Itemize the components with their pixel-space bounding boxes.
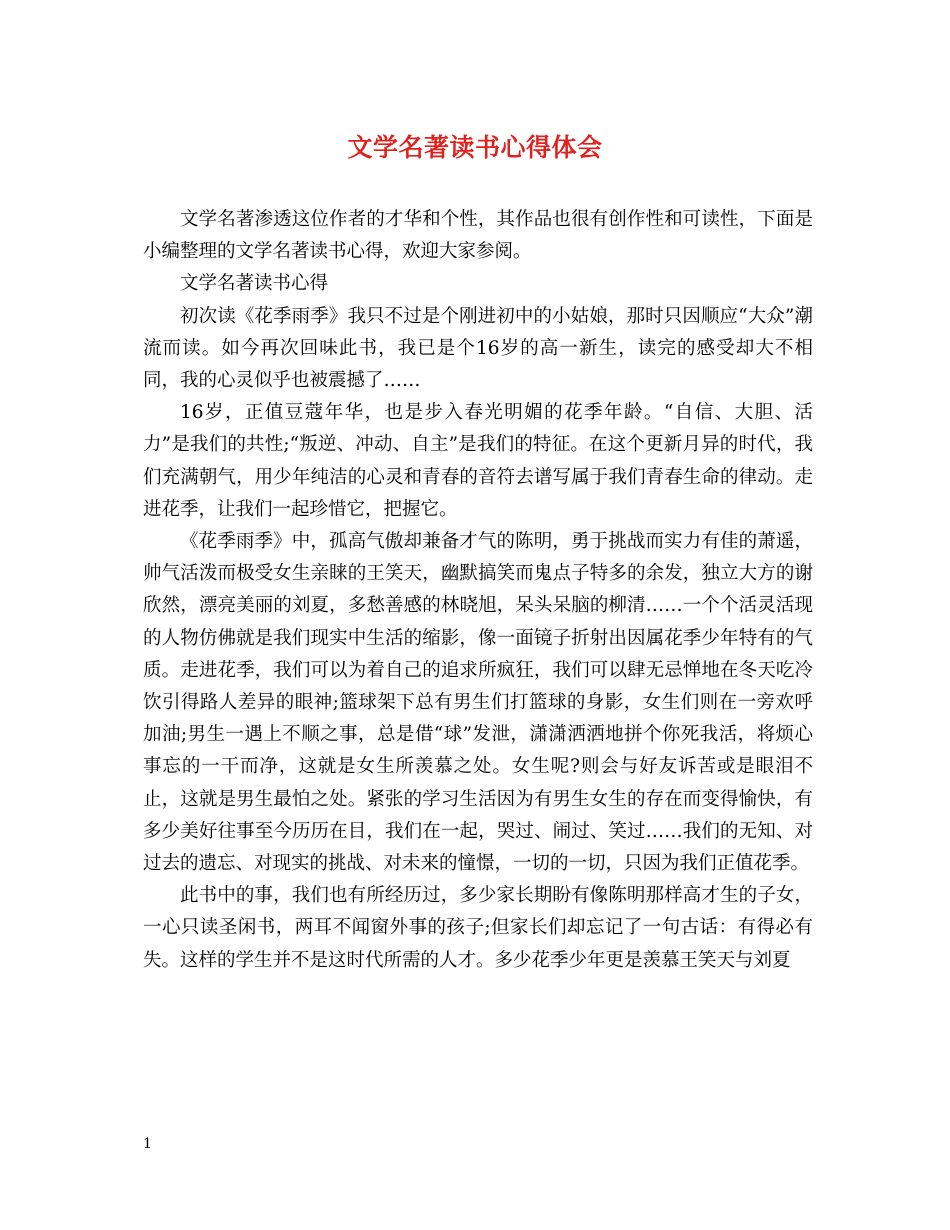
page-number: 1 [143, 1136, 152, 1152]
page-title: 文学名著读书心得体会 [347, 133, 603, 162]
section-heading: 文学名著读书心得 [180, 273, 329, 295]
paragraph-intro: 文学名著渗透这位作者的才华和个性，其作品也很有创作性和可读性，下面是小编整理的文学名著读书心得，欢迎大家参阅。 [143, 209, 813, 263]
article-body [143, 204, 813, 977]
paragraph: 此书中的事，我们也有所经历过，多少家长期盼有像陈明那样高才生的子女，一心只读圣闲书，两耳不闻窗外事的孩子;但家长们却忘记了一句古话：有得必有失。这样的学生并不是这时代所需的人才。多少花季少年更是羡慕王笑天与刘夏 [143, 885, 813, 971]
paragraph: 《花季雨季》中，孤高气傲却兼备才气的陈明，勇于挑战而实力有佳的萧遥，帅气活泼而极受女生亲睐的王笑天，幽默搞笑而鬼点子特多的余发，独立大方的谢欣然，漂亮美丽的刘夏，多愁善感的林晓旭，呆头呆脑的柳清……一个个活灵活现的人物仿佛就是我们现实中生活的缩影，像一面镜子折射出因属花季少年特有的气质。走进花季，我们可以为着自己的追求所疯狂，我们可以肆无忌惮地在冬天吃冷饮引得路人差异的眼神;篮球架下总有男生们打篮球的身影，女生们则在一旁欢呼加油;男生一遇上不顺之事，总是借“球”发泄，潇潇洒洒地拼个你死我活，将烦心事忘的一干而净，这就是女生所羡慕之处。女生呢?则会与好友诉苦或是眼泪不止，这就是男生最怕之处。紧张的学习生活因为有男生女生的存在而变得愉快，有多少美好往事至今历历在目，我们在一起，哭过、闹过、笑过……我们的无知、对过去的遗忘、对现实的挑战、对未来的憧憬，一切的一切，只因为我们正值花季。 [143, 531, 813, 875]
paragraph: 初次读《花季雨季》我只不过是个刚进初中的小姑娘，那时只因顺应“大众”潮流而读。如今再次回味此书，我已是个16岁的高一新生，读完的感受却大不相同，我的心灵似乎也被震撼了…… [143, 305, 813, 392]
paragraph: 16岁，正值豆蔻年华，也是步入春光明媚的花季年龄。“自信、大胆、活力”是我们的共性;“叛逆、冲动、自主”是我们的特征。在这个更新月异的时代，我们充满朝气，用少年纯洁的心灵和青春的音符去谱写属于我们青春生命的律动。走进花季，让我们一起珍惜它，把握它。 [143, 402, 813, 520]
